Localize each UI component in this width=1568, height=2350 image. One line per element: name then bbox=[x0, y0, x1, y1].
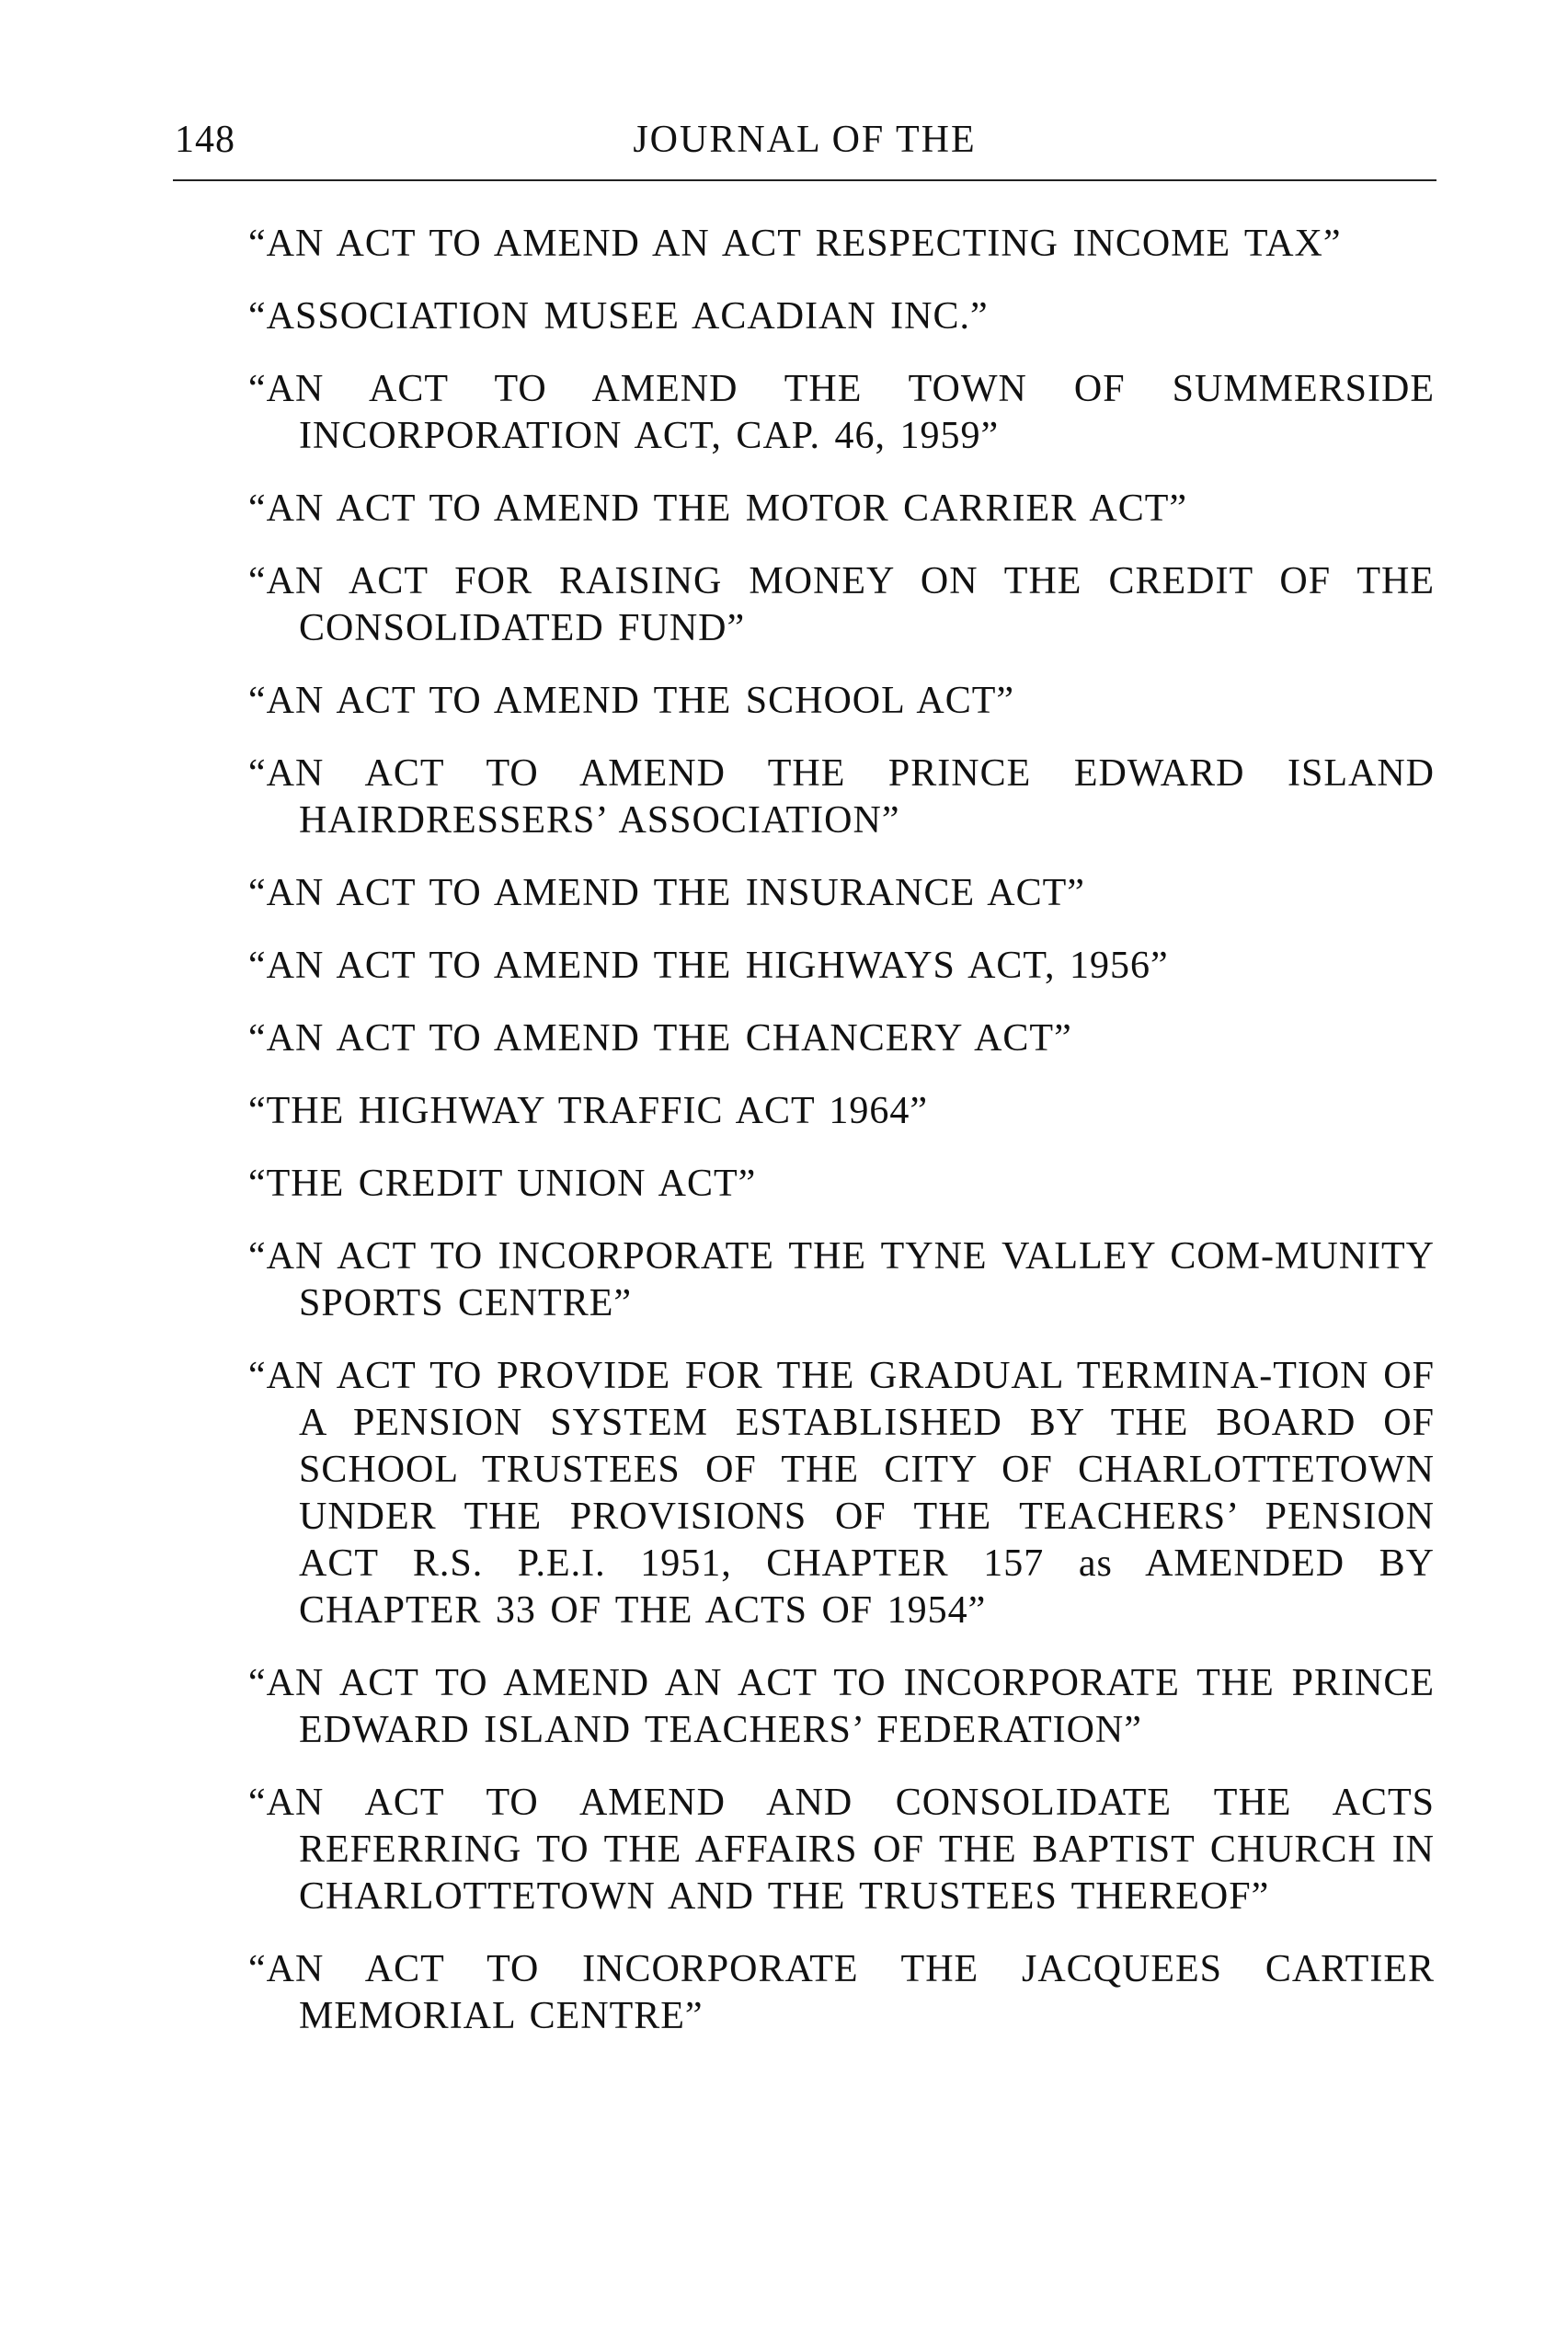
act-entry: “AN ACT TO AMEND THE INSURANCE ACT” bbox=[248, 872, 1085, 914]
page-number: 148 bbox=[175, 119, 235, 161]
act-entry: “ASSOCIATION MUSEE ACADIAN INC.” bbox=[248, 295, 989, 338]
act-entry: “AN ACT FOR RAISING MONEY ON THE CREDIT OF THE CONSOLIDATED FUND” bbox=[248, 560, 1435, 649]
act-entry: “AN ACT TO AMEND THE PRINCE EDWARD ISLAND HAIRDRESSERS’ ASSOCIATION” bbox=[248, 752, 1435, 842]
act-list bbox=[248, 221, 1435, 2066]
act-entry: “AN ACT TO AMEND THE MOTOR CARRIER ACT” bbox=[248, 487, 1188, 530]
act-entry: “THE HIGHWAY TRAFFIC ACT 1964” bbox=[248, 1090, 929, 1132]
act-entry: “AN ACT TO AMEND AN ACT RESPECTING INCOME TAX” bbox=[248, 223, 1342, 265]
act-entry: “AN ACT TO AMEND AN ACT TO INCORPORATE THE PRINCE EDWARD ISLAND TEACHERS’ FEDERATION” bbox=[248, 1662, 1435, 1751]
act-entry: “AN ACT TO AMEND THE CHANCERY ACT” bbox=[248, 1017, 1072, 1060]
act-entry: “AN ACT TO AMEND AND CONSOLIDATE THE ACTS REFERRING TO THE AFFAIRS OF THE BAPTIST CHURCH IN CHARLOTTETOWN AND THE TRUSTEES THEREOF” bbox=[248, 1782, 1435, 1918]
act-entry: “THE CREDIT UNION ACT” bbox=[248, 1163, 757, 1205]
header-rule bbox=[173, 179, 1436, 181]
act-entry: “AN ACT TO AMEND THE HIGHWAYS ACT, 1956” bbox=[248, 945, 1169, 987]
running-header bbox=[175, 118, 1435, 173]
act-entry: “AN ACT TO PROVIDE FOR THE GRADUAL TERMINA-TION OF A PENSION SYSTEM ESTABLISHED BY THE BOARD OF SCHOOL TRUSTEES OF THE CITY OF CHARLOTTETOWN UNDER THE PROVISIONS OF THE TEACHERS’ PENSION ACT R.S. P.E.I. 1951, CHAPTER 157 as AMENDED BY CHAPTER 33 OF THE ACTS OF 1954” bbox=[248, 1355, 1435, 1632]
act-entry: “AN ACT TO AMEND THE TOWN OF SUMMERSIDE INCORPORATION ACT, CAP. 46, 1959” bbox=[248, 368, 1435, 457]
act-entry: “AN ACT TO AMEND THE SCHOOL ACT” bbox=[248, 680, 1015, 722]
act-entry: “AN ACT TO INCORPORATE THE JACQUEES CARTIER MEMORIAL CENTRE” bbox=[248, 1948, 1435, 2037]
act-entry: “AN ACT TO INCORPORATE THE TYNE VALLEY COM-MUNITY SPORTS CENTRE” bbox=[248, 1235, 1435, 1324]
header-title: JOURNAL OF THE bbox=[633, 119, 977, 161]
